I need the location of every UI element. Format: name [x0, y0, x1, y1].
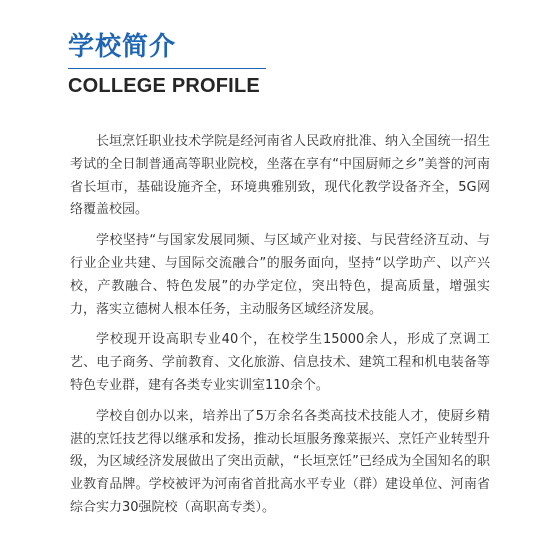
paragraph-3: 学校现开设高职专业40个，在校学生15000余人，形成了烹调工艺、电子商务、学前教育、文化旅游、信息技术、建筑工程和机电装备等特色专业群，建有各类专业实训室110余个。 [70, 332, 490, 393]
profile-body [70, 131, 490, 528]
paragraph-4: 学校自创办以来，培养出了5万余名各类高技术技能人才，使厨乡精湛的烹饪技艺得以继承和发扬，推动长垣服务豫菜振兴、烹饪产业转型升级，为区域经济发展做出了突出贡献，“长垣烹饪”已经成为全国知名的职业教育品牌。学校被评为河南省首批高水平专业（群）建设单位、河南省综合实力30强院校（高职高专类）。 [70, 408, 490, 515]
page-title: 学校简介 [68, 32, 177, 62]
page-subtitle: COLLEGE PROFILE [68, 68, 266, 98]
paragraph-2: 学校坚持“与国家发展同频、与区域产业对接、与民营经济互动、与行业企业共建、与国际交流融合”的服务面向，坚持“以学助产、以产兴校，产教融合、特色发展”的办学定位，突出特色，提高质量，增强实力，落实立德树人根本任务，主动服务区域经济发展。 [70, 233, 490, 317]
paragraph-1: 长垣烹饪职业技术学院是经河南省人民政府批准、纳入全国统一招生考试的全日制普通高等职业院校，坐落在享有“中国厨师之乡”美誉的河南省长垣市，基础设施齐全，环境典雅别致，现代化教学设备齐全，5G网络覆盖校园。 [70, 134, 490, 218]
header [68, 30, 488, 98]
